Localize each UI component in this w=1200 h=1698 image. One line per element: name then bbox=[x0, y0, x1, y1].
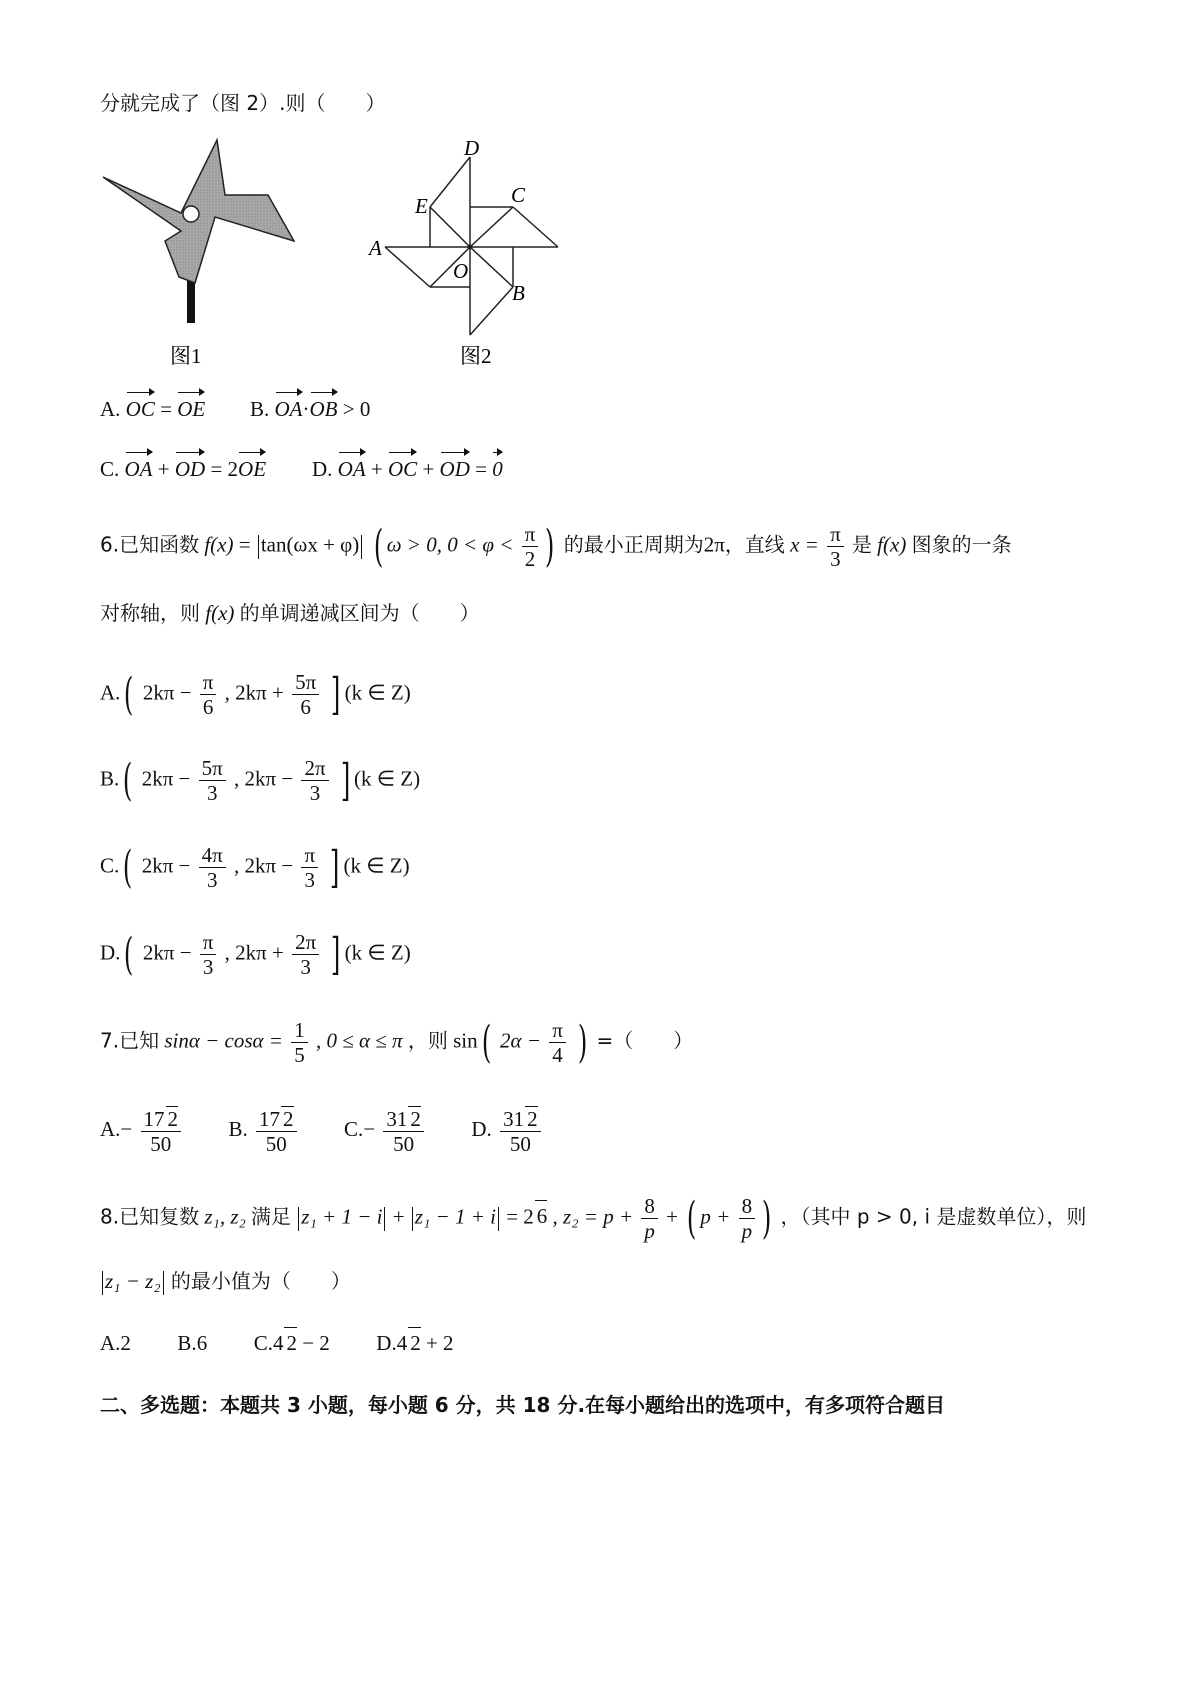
q5-option-d: D. OA + OC + OD = 0 bbox=[312, 454, 503, 484]
q6-stem-line2: 对称轴，则 f(x) 的单调递减区间为（ ） bbox=[100, 601, 480, 625]
q8-option-b: B.6 bbox=[177, 1331, 208, 1355]
pinwheel-hub bbox=[183, 206, 199, 222]
q5-option-b: B. OA·OB > 0 bbox=[250, 394, 370, 424]
label-E: E bbox=[415, 194, 428, 218]
q8-option-c: C.4 2 − 2 bbox=[254, 1331, 330, 1355]
q8-stem-line1: 8.已知复数 z₁, z₂ 满足 z₁ + 1 − i + z₁ − 1 + i = 2 6 , z₂ = p + $\frac{8}{p}$ + ( p + $\frac{8}{p}$ ) ，（其中 p > 0, i 是虚数单位），则 bbox=[100, 1192, 1087, 1244]
q6-option-d: D.( 2kπ − $\frac{\pi}{3}$ , 2kπ + $\frac{2\pi}{3}$ ] (k ∈ Z) bbox=[100, 928, 411, 980]
figure-1-caption: 图1 bbox=[170, 344, 202, 368]
q5-option-c: C. OA + OD = 2OE bbox=[100, 454, 266, 484]
q6-stem-line1: 6.已知函数 f(x) = tan(ωx + φ) ( ω > 0, 0 < φ < $\frac{\pi}{2}$ ) 的最小正周期为2π，直线 x = $\frac{\pi}{3}$ 是 f(x) 图象的一条 bbox=[100, 520, 1012, 572]
label-O: O bbox=[453, 259, 469, 283]
section-2-heading: 二、多选题：本题共 3 小题，每小题 6 分，共 18 分.在每小题给出的选项中，有多项符合题目 bbox=[100, 1393, 946, 1417]
label-B: B bbox=[512, 281, 525, 305]
q6-option-a: A.( 2kπ − $\frac{\pi}{6}$ , 2kπ + $\frac{5\pi}{6}$ ] (k ∈ Z) bbox=[100, 668, 411, 720]
q7-option-a: A.− $\frac{17 2}{50}$ bbox=[100, 1117, 189, 1141]
q8-options bbox=[100, 1327, 454, 1358]
q8-option-d: D.4 2 + 2 bbox=[376, 1331, 453, 1355]
q6-option-b: B.( 2kπ − $\frac{5\pi}{3}$ , 2kπ − $\frac{2\pi}{3}$ ] (k ∈ Z) bbox=[100, 754, 421, 806]
q7-options bbox=[100, 1106, 544, 1156]
figure-1-pinwheel bbox=[95, 135, 295, 375]
q7-option-b: B. $\frac{17 2}{50}$ bbox=[229, 1117, 305, 1141]
figure-2-caption: 图2 bbox=[460, 344, 492, 368]
q8-option-a: A.2 bbox=[100, 1331, 131, 1355]
q7-stem: 7.已知 sinα − cosα = $\frac{1}{5}$ , 0 ≤ α ≤ π ，则 sin( 2α − $\frac{\pi}{4}$ ) =（ ） bbox=[100, 1016, 694, 1068]
label-A: A bbox=[369, 236, 382, 260]
q7-option-d: D. $\frac{31 2}{50}$ bbox=[471, 1117, 543, 1141]
intro-line: 分就完成了（图 2）.则（ ） bbox=[100, 91, 386, 115]
q7-option-c: C.− $\frac{31 2}{50}$ bbox=[344, 1117, 432, 1141]
q6-option-c: C.( 2kπ − $\frac{4\pi}{3}$ , 2kπ − $\frac{\pi}{3}$ ] (k ∈ Z) bbox=[100, 841, 410, 893]
label-C: C bbox=[511, 183, 526, 207]
q5-option-a: A. OC = OE bbox=[100, 394, 205, 424]
q8-stem-line2: z₁ − z₂ 的最小值为（ ） bbox=[100, 1266, 351, 1296]
figure-2-diagram bbox=[365, 135, 595, 375]
label-D: D bbox=[464, 136, 480, 160]
